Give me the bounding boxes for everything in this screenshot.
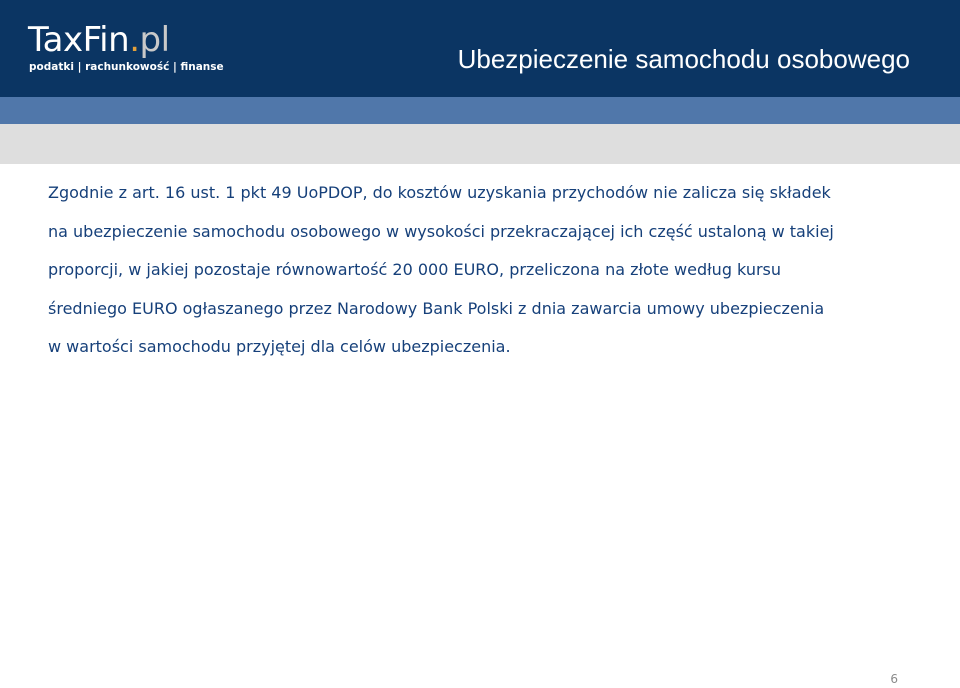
header-band [0,97,960,124]
body-line: w wartości samochodu przyjętej dla celów ubezpieczenia. [48,337,511,356]
logo-tagline: podatki | rachunkowość | finanse [29,61,224,73]
logo-brand: TaxFin [28,20,130,60]
logo-wordmark [28,20,170,60]
body-line: średniego EURO ogłaszanego przez Narodowy Bank Polski z dnia zawarcia umowy ubezpieczenia [48,298,825,318]
body-line: proporcji, w jakiej pozostaje równowartość 20 000 EURO, przeliczona na złote według kursu [48,260,782,279]
page-number: 6 [890,672,898,686]
taxfin-logo [28,20,224,80]
logo-tld: pl [139,20,170,60]
slide-body [48,174,928,367]
body-line: na ubezpieczenie samochodu osobowego w wysokości przekraczającej ich część ustaloną w takiej [48,221,834,241]
logo-dot: . [129,20,140,60]
slide-title: Ubezpieczenie samochodu osobowego [457,44,910,74]
body-line: Zgodnie z art. 16 ust. 1 pkt 49 UoPDOP, do kosztów uzyskania przychodów nie zalicza się składek [48,183,831,202]
header-strip [0,124,960,164]
header-bar [0,0,960,97]
